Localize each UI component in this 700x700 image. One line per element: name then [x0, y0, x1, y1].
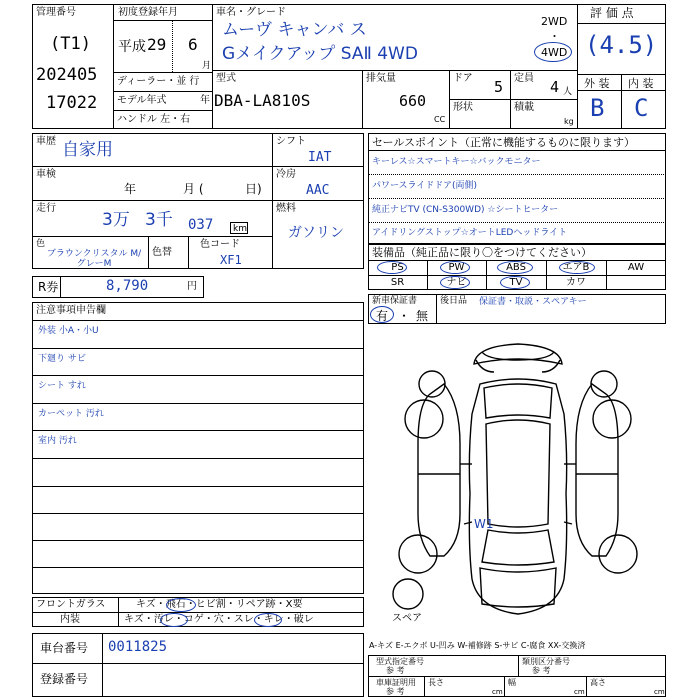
damage-legend: A-キズ E-エクボ U-凹み W-補修跡 S-サビ C-腐食 XX-交換済	[369, 641, 586, 650]
note-1: 外装 小A・小U	[38, 326, 99, 336]
warranty-no: 無	[416, 309, 429, 323]
car-name-label: 車名・グレード	[216, 7, 286, 18]
drive-dot: ・	[549, 30, 560, 43]
disp-unit: CC	[434, 115, 446, 124]
warranty-yes: 有	[376, 309, 389, 323]
notes-block	[32, 302, 364, 594]
car-damage-diagram	[368, 324, 666, 624]
model-year-label: モデル年式	[117, 95, 167, 106]
recycle-value: 8,790	[106, 278, 149, 294]
fuel-label: 燃料	[276, 203, 296, 214]
circle-tv	[500, 276, 530, 289]
door-value: 5	[494, 78, 504, 96]
drive-4wd: 4WD	[541, 46, 568, 59]
shift-value: IAT	[308, 150, 332, 165]
equip-sr: SR	[390, 277, 405, 288]
chassis-value: 0011825	[108, 639, 168, 655]
reg-year: 29	[147, 35, 167, 54]
mgmt-number-1: 202405	[36, 65, 98, 85]
color-code-value: XF1	[220, 253, 242, 267]
mileage-unit: km	[233, 224, 247, 234]
mgmt-number-2: 17022	[46, 93, 98, 113]
docs-label: 後日品	[440, 296, 468, 306]
reg-number-label: 登録番号	[40, 672, 89, 686]
note-4: カーペット 汚れ	[38, 409, 104, 419]
equipment-label: 装備品（純正品に限り〇をつけてください）	[372, 246, 592, 259]
load-unit: kg	[564, 117, 574, 126]
handle-label: ハンドル 左・右	[117, 114, 191, 125]
mileage-label: 走行	[36, 203, 56, 214]
mileage-rest: 037	[188, 217, 214, 233]
disp-label: 排気量	[366, 73, 396, 84]
insp-year: 年	[124, 182, 137, 196]
interior-label-row: 内装	[60, 614, 80, 625]
mgmt-number-label: 管理番号	[36, 7, 76, 18]
docs-value: 保証書・取説・スペアキー	[479, 297, 587, 307]
interior-label: 内 装	[628, 77, 654, 90]
sales-point-1: キーレス☆スマートキー☆バックモニター	[372, 157, 541, 167]
equip-leather: カワ	[566, 277, 586, 288]
warranty-label: 新車保証書	[372, 296, 418, 306]
notes-label: 注意事項申告欄	[36, 305, 106, 316]
glass-label: フロントガラス	[36, 599, 106, 610]
shift-label: シフト	[276, 136, 306, 147]
interior-dirt-circle	[160, 613, 188, 627]
w1-label: W1	[474, 517, 494, 531]
sales-point-4: アイドリングストップ☆オートLEDヘッドライト	[372, 228, 568, 238]
ac-value: AAC	[306, 183, 330, 198]
inspection-label: 車検	[36, 169, 56, 180]
glass-chip-circle	[166, 598, 196, 612]
insp-day: 日)	[245, 182, 262, 196]
warranty-yes-circle	[370, 306, 394, 323]
capacity-value: 4	[550, 78, 560, 96]
glass-items: キズ・飛石・ヒビ割・リペア跡・X要	[136, 599, 303, 610]
dealer-label: ディーラー・並 行	[117, 76, 200, 87]
length-label: 長さ	[428, 678, 444, 687]
warranty-sep: ・	[398, 309, 411, 323]
drive-4wd-circle	[534, 42, 572, 62]
equip-airbag: エアB	[562, 262, 590, 273]
class-ref: 参 考	[532, 666, 551, 675]
height-label: 高さ	[590, 678, 606, 687]
capacity-unit: 人	[563, 87, 573, 97]
history-label: 車歴	[36, 136, 56, 147]
model-spec-label: 型式指定番号	[376, 657, 424, 666]
equip-tv: TV	[509, 277, 523, 288]
eval-score: (4.5)	[585, 31, 658, 59]
drive-2wd: 2WD	[541, 15, 568, 28]
note-5: 室内 汚れ	[38, 436, 77, 446]
width-unit: cm	[574, 688, 585, 696]
capacity-label: 定員	[514, 73, 534, 84]
model-label: 型式	[216, 73, 236, 84]
spare-label: スペア	[392, 613, 422, 624]
mileage-sen: 3千	[145, 210, 173, 230]
fuel-value: ガソリン	[288, 225, 344, 241]
exterior-label: 外 装	[584, 77, 610, 90]
width-label: 幅	[508, 678, 516, 687]
disp-value: 660	[399, 92, 427, 110]
circle-ps	[377, 261, 407, 274]
height-unit: cm	[654, 688, 665, 696]
reg-month: 6	[188, 35, 198, 54]
circle-pw	[440, 261, 470, 274]
door-label: ドア	[453, 73, 473, 84]
interior-items: キズ・汚レ・コゲ・穴・スレ・キレ・破レ	[124, 614, 314, 625]
sales-point-3: 純正ナビTV (CN-S300WD) ☆シートヒーター	[372, 205, 559, 215]
month-unit: 月	[202, 61, 212, 71]
note-2: 下廻り サビ	[38, 354, 86, 364]
equip-pw: PW	[448, 262, 465, 273]
equip-ps: PS	[391, 262, 404, 273]
circle-navi	[440, 276, 470, 289]
insp-month: 月 (	[183, 182, 204, 196]
sales-points-label: セールスポイント（正常に機能するものに限ります）	[372, 136, 636, 149]
color-change-label: 色替	[152, 247, 172, 258]
shape-label: 形状	[453, 102, 473, 113]
ac-label: 冷房	[276, 169, 296, 180]
cert-ref: 参 考	[386, 687, 405, 696]
model-value: DBA-LA810S	[214, 91, 311, 110]
car-name-line1: ムーヴ キャンバ ス	[222, 20, 367, 40]
mileage-man: 3万	[102, 210, 130, 230]
circle-airbag	[559, 261, 595, 274]
equip-aw: AW	[627, 262, 645, 273]
interior-rub-circle	[254, 613, 282, 627]
recycle-unit: 円	[187, 281, 197, 292]
length-unit: cm	[492, 688, 503, 696]
sales-point-2: パワースライドドア(両側)	[372, 181, 478, 191]
interior-grade: C	[634, 94, 649, 122]
year-unit: 年	[200, 95, 210, 106]
cert-label: 車庫証明用	[376, 678, 416, 687]
mgmt-t1: (T1)	[50, 34, 91, 54]
exterior-grade: B	[590, 94, 605, 122]
car-name-line2: Gメイクアップ SAⅡ 4WD	[222, 44, 418, 64]
class-label: 類別区分番号	[522, 657, 570, 666]
equip-navi: ナビ	[446, 277, 467, 288]
color-label: 色	[36, 239, 46, 249]
chassis-label: 車台番号	[40, 641, 89, 655]
color-value: ブラウンクリスタル M/グレーM	[46, 249, 142, 269]
circle-abs	[497, 261, 533, 274]
model-spec-ref: 参 考	[386, 666, 405, 675]
recycle-label: R券	[38, 280, 59, 294]
eval-label: 評 価 点	[590, 6, 634, 20]
history-value: 自家用	[62, 140, 113, 160]
equip-abs: ABS	[506, 262, 526, 273]
note-3: シート すれ	[38, 381, 86, 391]
color-code-label: 色コード	[200, 239, 240, 250]
first-reg-label: 初度登録年月	[118, 7, 178, 18]
era: 平成	[118, 39, 146, 55]
load-label: 積載	[514, 102, 534, 113]
